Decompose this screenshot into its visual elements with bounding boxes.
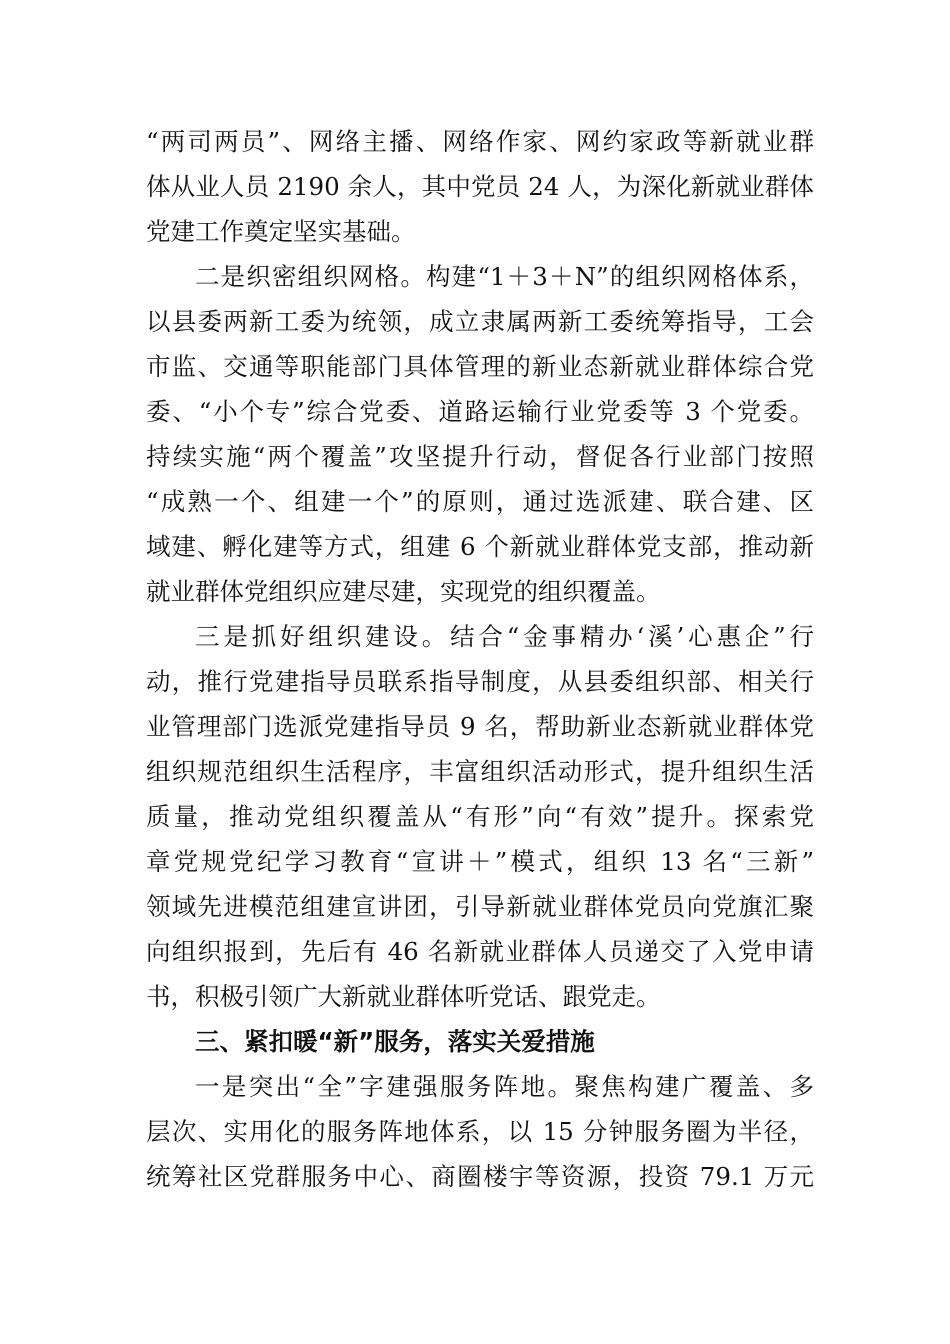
text-line: 委、“小个专”综合党委、道路运输行业党委等 3 个党委。 xyxy=(146,397,814,426)
text-line: 一是突出“全”字建强服务阵地。聚焦构建广覆盖、多 xyxy=(195,1072,814,1101)
section-heading xyxy=(146,1019,814,1064)
text-line: 二是织密组织网格。构建“1＋3＋N”的组织网格体系， xyxy=(195,262,814,291)
text-line: 书，积极引领广大新就业群体听党话、跟党走。 xyxy=(146,982,661,1011)
document-body xyxy=(146,119,814,1199)
text-line: 三是抓好组织建设。结合“金事精办‘溪’心惠企”行 xyxy=(195,622,814,651)
text-line: 质量，推动党组织覆盖从“有形”向“有效”提升。探索党 xyxy=(146,802,814,831)
text-line: 动，推行党建指导员联系指导制度，从县委组织部、相关行 xyxy=(146,667,814,696)
paragraph-organization-grid xyxy=(146,254,814,614)
text-line: 党建工作奠定坚实基础。 xyxy=(146,217,416,246)
text-line: 统筹社区党群服务中心、商圈楼宇等资源，投资 79.1 万元 xyxy=(146,1162,814,1191)
text-line: 领域先进模范组建宣讲团，引导新就业群体党员向党旗汇聚 xyxy=(146,892,814,921)
text-line: 层次、实用化的服务阵地体系，以 15 分钟服务圈为半径， xyxy=(146,1117,814,1146)
text-line: 业管理部门选派党建指导员 9 名，帮助新业态新就业群体党 xyxy=(146,712,814,741)
paragraph-continuation xyxy=(146,119,814,254)
paragraph-service-positions xyxy=(146,1064,814,1199)
text-line: 体从业人员 2190 余人，其中党员 24 人，为深化新就业群体 xyxy=(146,172,814,201)
text-line: 组织规范组织生活程序，丰富组织活动形式，提升组织生活 xyxy=(146,757,814,786)
text-line: “两司两员”、网络主播、网络作家、网约家政等新就业群 xyxy=(146,127,814,156)
text-line: 以县委两新工委为统领，成立隶属两新工委统筹指导，工会 xyxy=(146,307,814,336)
section-heading-text: 三、紧扣暖“新”服务，落实关爱措施 xyxy=(195,1027,595,1056)
text-line: 市监、交通等职能部门具体管理的新业态新就业群体综合党 xyxy=(146,352,814,381)
text-line: “成熟一个、组建一个”的原则，通过选派建、联合建、区 xyxy=(146,487,814,516)
text-line: 章党规党纪学习教育“宣讲＋”模式，组织 13 名“三新” xyxy=(146,847,814,876)
text-line: 向组织报到，先后有 46 名新就业群体人员递交了入党申请 xyxy=(146,937,814,966)
text-line: 就业群体党组织应建尽建，实现党的组织覆盖。 xyxy=(146,577,661,606)
text-line: 持续实施“两个覆盖”攻坚提升行动，督促各行业部门按照 xyxy=(146,442,814,471)
paragraph-organization-building xyxy=(146,614,814,1019)
text-line: 域建、孵化建等方式，组建 6 个新就业群体党支部，推动新 xyxy=(146,532,814,561)
